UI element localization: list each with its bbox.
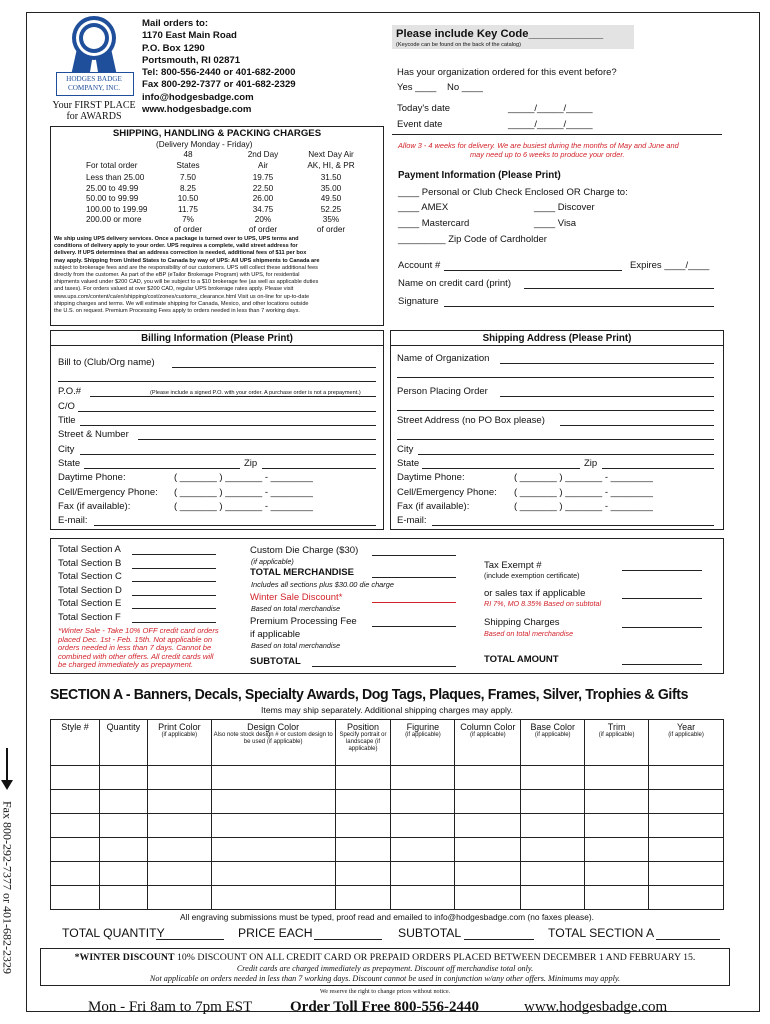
ship-fax-label: Fax (if available): bbox=[397, 501, 470, 512]
email-line: info@hodgesbadge.com bbox=[142, 91, 254, 103]
column-header bbox=[649, 720, 724, 766]
bill-to-field[interactable] bbox=[172, 367, 376, 368]
winter-discount-field[interactable] bbox=[372, 602, 456, 603]
of-order-2day: of order bbox=[248, 225, 278, 234]
col-2day-a: 2nd Day bbox=[247, 150, 279, 159]
event-no[interactable]: No ____ bbox=[447, 82, 483, 93]
city-label: City bbox=[58, 444, 75, 455]
cell-phone-label: Cell/Emergency Phone: bbox=[58, 487, 158, 498]
table-cell[interactable] bbox=[649, 766, 724, 790]
col-2day-b: Air bbox=[257, 161, 268, 170]
street-label: Street & Number bbox=[58, 429, 129, 440]
col-total: For total order bbox=[86, 161, 138, 170]
column-header bbox=[51, 720, 100, 766]
bill-to-label: Bill to (Club/Org name) bbox=[58, 357, 155, 368]
table-cell[interactable] bbox=[391, 886, 455, 910]
total-section-field[interactable] bbox=[132, 608, 216, 609]
table-cell[interactable] bbox=[521, 814, 585, 838]
shipping-rate-s48: 11.75 bbox=[178, 204, 198, 214]
company-logo bbox=[52, 14, 136, 122]
shipping-rate-s48: 7.50 bbox=[180, 173, 196, 182]
billing-title: Billing Information (Please Print) bbox=[141, 333, 293, 344]
shipping-rate-s2: 19.75 bbox=[252, 173, 274, 182]
section-subtotal-label: SUBTOTAL bbox=[398, 926, 462, 940]
tax-exempt-field[interactable] bbox=[622, 570, 702, 571]
table-cell[interactable] bbox=[455, 766, 521, 790]
table-cell[interactable] bbox=[335, 766, 391, 790]
table-cell[interactable] bbox=[391, 814, 455, 838]
zip-label: Zip bbox=[244, 458, 258, 469]
fax-field[interactable]: ( _______ ) _______ - ________ bbox=[174, 501, 313, 512]
column-header-label: Quantity bbox=[106, 722, 141, 732]
table-cell[interactable] bbox=[521, 790, 585, 814]
co-field[interactable] bbox=[78, 411, 376, 412]
event-date-label: Event date bbox=[397, 119, 443, 130]
logo-line-1: HODGES BADGE bbox=[66, 75, 122, 83]
column-header-label: Figurine bbox=[406, 722, 440, 732]
premium-if: if applicable bbox=[250, 629, 301, 640]
table-cell[interactable] bbox=[585, 790, 649, 814]
sales-tax-label: or sales tax if applicable bbox=[484, 588, 586, 599]
shipping-rate-sn: 49.50 bbox=[320, 194, 342, 203]
include-cert-note: (include exemption certificate) bbox=[484, 571, 580, 580]
tax-exempt-label: Tax Exempt # bbox=[484, 560, 542, 571]
email-label: E-mail: bbox=[58, 515, 88, 526]
subtotal-label: SUBTOTAL bbox=[250, 656, 301, 667]
price-each-field[interactable] bbox=[314, 939, 382, 940]
shipping-rate-range: 50.00 to 99.99 bbox=[86, 194, 139, 203]
column-header-sub: (if applicable) bbox=[469, 732, 506, 738]
account-label: Account # bbox=[398, 260, 441, 271]
column-header-label: Print Color bbox=[158, 722, 201, 732]
table-cell[interactable] bbox=[335, 838, 391, 862]
day-phone-label: Daytime Phone: bbox=[58, 472, 126, 483]
section-a-subtitle: Items may ship separately. Additional shipping charges may apply. bbox=[261, 705, 513, 715]
of-order-48: of order bbox=[173, 225, 203, 234]
table-cell[interactable] bbox=[335, 790, 391, 814]
column-header-label: Style # bbox=[61, 722, 89, 732]
table-cell[interactable] bbox=[391, 790, 455, 814]
state-field[interactable] bbox=[84, 468, 240, 469]
table-cell[interactable] bbox=[585, 838, 649, 862]
name-on-card-label: Name on credit card (print) bbox=[398, 278, 511, 289]
winter-banner-line-2: Credit cards are charged immediately as prepayment. Discount off merchandise total only. bbox=[236, 964, 534, 973]
ship-email-label: E-mail: bbox=[397, 515, 427, 526]
ship-street-field-2[interactable] bbox=[397, 439, 714, 440]
shipping-rate-sn: 52.25 bbox=[320, 204, 342, 214]
payment-discover[interactable]: ____ Discover bbox=[534, 202, 595, 213]
total-amount-label: TOTAL AMOUNT bbox=[484, 654, 559, 665]
shipping-term-line: the U.S. on request. Premium Processing Fees apply to orders needed in less than 7 working days. bbox=[54, 308, 300, 315]
table-cell[interactable] bbox=[211, 838, 335, 862]
total-section-label: Total Section C bbox=[58, 571, 122, 583]
winter-sale-note bbox=[58, 627, 219, 670]
table-cell[interactable] bbox=[649, 886, 724, 910]
table-cell[interactable] bbox=[211, 886, 335, 910]
event-question: Has your organization ordered for this event before? bbox=[397, 67, 617, 78]
ship-street-field[interactable] bbox=[560, 425, 714, 426]
shipping-term-line: and taxes). For orders valued at over $200 CAD, regular UPS brokerage rates apply. Please visit bbox=[54, 286, 294, 293]
footer-toll-free: Order Toll Free 800-556-2440 bbox=[290, 999, 480, 1015]
ship-cell-phone-label: Cell/Emergency Phone: bbox=[397, 487, 497, 498]
of-order-next: of order bbox=[316, 225, 346, 234]
column-header-label: Trim bbox=[607, 722, 626, 732]
signature-label: Signature bbox=[398, 296, 439, 307]
total-amount-field[interactable] bbox=[622, 664, 702, 665]
key-code-label: Please include Key Code____________ bbox=[396, 28, 604, 40]
column-header bbox=[335, 720, 391, 766]
payment-amex[interactable]: ____ AMEX bbox=[398, 202, 449, 213]
table-row bbox=[51, 790, 724, 814]
table-cell[interactable] bbox=[585, 862, 649, 886]
ship-cell-phone-field[interactable]: ( _______ ) _______ - ________ bbox=[514, 487, 653, 498]
tax-rates-note: RI 7%, MO 8.35% Based on subtotal bbox=[484, 599, 602, 608]
footer-web[interactable]: www.hodgesbadge.com bbox=[524, 999, 668, 1015]
table-cell[interactable] bbox=[521, 766, 585, 790]
table-cell[interactable] bbox=[211, 766, 335, 790]
column-header-sub: (if applicable) bbox=[668, 732, 704, 738]
based-merch-note-2: Based on total merchandise bbox=[251, 641, 341, 650]
shipping-term-line: subject to brokerage fees and are the responsibility of our customers. UPS will collect these additional fees bbox=[54, 264, 318, 271]
table-row bbox=[51, 766, 724, 790]
col-next-a: Next Day Air bbox=[308, 150, 354, 159]
ship-state-field[interactable] bbox=[422, 468, 580, 469]
total-section-field[interactable] bbox=[132, 554, 216, 555]
column-header bbox=[391, 720, 455, 766]
based-merch-note-1: Based on total merchandise bbox=[251, 604, 341, 613]
payment-zip[interactable]: _________ Zip Code of Cardholder bbox=[398, 234, 547, 245]
shipping-rate-s48: 8.25 bbox=[180, 183, 196, 193]
table-cell[interactable] bbox=[455, 790, 521, 814]
table-cell[interactable] bbox=[335, 886, 391, 910]
table-cell[interactable] bbox=[51, 862, 100, 886]
col-48-b: States bbox=[176, 161, 200, 170]
column-header-label: Position bbox=[346, 722, 379, 732]
table-row bbox=[51, 886, 724, 910]
cell-phone-field[interactable]: ( _______ ) _______ - ________ bbox=[174, 487, 313, 498]
total-section-a-label: TOTAL SECTION A bbox=[548, 926, 655, 940]
total-section-label: Total Section F bbox=[58, 612, 121, 623]
co-label: C/O bbox=[58, 401, 75, 412]
table-cell[interactable] bbox=[147, 862, 211, 886]
shipping-term-line: may apply. Shipping from United States to Canada by way of UPS: All UPS shipments to Canada are bbox=[54, 257, 320, 264]
table-cell[interactable] bbox=[99, 790, 147, 814]
day-phone-field[interactable]: ( _______ ) _______ - ________ bbox=[174, 472, 313, 483]
email-field[interactable] bbox=[94, 525, 376, 526]
footer-hours: Mon - Fri 8am to 7pm EST bbox=[88, 999, 253, 1015]
shipping-rate-range: Less than 25.00 bbox=[86, 173, 145, 182]
shipping-terms bbox=[54, 236, 382, 315]
logo-line-2: COMPANY, INC. bbox=[67, 84, 121, 92]
column-header-sub: Also note stock design # or custom design to be used (if applicable) bbox=[213, 732, 333, 745]
column-header-sub: Specify portrait or landscape (if applicable) bbox=[339, 732, 387, 752]
shipping-rate-s48: 10.50 bbox=[177, 194, 199, 203]
table-cell[interactable] bbox=[391, 766, 455, 790]
winter-discount-label: Winter Sale Discount* bbox=[250, 592, 343, 603]
section-a-table bbox=[50, 719, 724, 910]
total-section-field[interactable] bbox=[132, 581, 216, 582]
payment-check[interactable]: ____ Personal or Club Check Enclosed OR Charge to: bbox=[398, 187, 628, 198]
shipping-term-line: conditions of delivery apply to your order. UPS requires a complete, valid street address for bbox=[54, 243, 298, 250]
table-row bbox=[51, 838, 724, 862]
column-header-label: Base Color bbox=[530, 722, 575, 732]
table-cell[interactable] bbox=[147, 838, 211, 862]
column-header bbox=[521, 720, 585, 766]
busy-note-1: Allow 3 - 4 weeks for delivery. We are busiest during the months of May and June and bbox=[398, 141, 679, 150]
shipping-term-line: We ship using UPS delivery services. Once a package is turned over to UPS, UPS terms and bbox=[54, 236, 299, 242]
zip-field[interactable] bbox=[262, 468, 376, 469]
table-cell[interactable] bbox=[51, 790, 100, 814]
tagline-1: Your FIRST PLACE bbox=[52, 100, 136, 111]
column-header-label: Design Color bbox=[247, 722, 300, 732]
table-cell[interactable] bbox=[585, 814, 649, 838]
ship-zip-field[interactable] bbox=[602, 468, 714, 469]
shipping-rate-s2: 26.00 bbox=[252, 194, 274, 203]
column-header bbox=[147, 720, 211, 766]
column-header-label: Year bbox=[676, 722, 696, 732]
table-cell[interactable] bbox=[51, 838, 100, 862]
reserve-note: We reserve the right to change prices without notice. bbox=[319, 988, 451, 995]
table-cell[interactable] bbox=[455, 814, 521, 838]
based-merch-note-3: Based on total merchandise bbox=[484, 629, 574, 638]
shipping-rate-sn: 35.00 bbox=[320, 183, 342, 193]
shipping-rate-s2: 20% bbox=[254, 215, 272, 224]
shipping-term-line: delivery. If UPS determines that an address correction is needed, additional fees of $11 per box bbox=[54, 250, 307, 257]
shipping-rate-s2: 22.50 bbox=[252, 183, 274, 193]
shipping-rate-s48: 7% bbox=[182, 215, 194, 224]
table-cell[interactable] bbox=[335, 814, 391, 838]
table-cell[interactable] bbox=[649, 838, 724, 862]
org-field[interactable] bbox=[500, 363, 714, 364]
event-date-field[interactable]: _____/_____/_____ bbox=[508, 119, 593, 130]
table-row bbox=[51, 814, 724, 838]
section-a-title: SECTION A - Banners, Decals, Specialty Awards, Dog Tags, Plaques, Frames, Silver, Trophies & Gifts bbox=[50, 686, 689, 703]
account-field[interactable] bbox=[444, 270, 622, 271]
today-date-label: Today's date bbox=[397, 103, 451, 114]
total-section-field[interactable] bbox=[132, 568, 216, 569]
engraving-note: All engraving submissions must be typed, proof read and emailed to info@hodgesbadge.com (no faxes please). bbox=[180, 912, 594, 922]
table-cell[interactable] bbox=[147, 886, 211, 910]
table-cell[interactable] bbox=[521, 838, 585, 862]
col-48-a: 48 bbox=[183, 150, 193, 159]
mail-address-block bbox=[142, 18, 296, 116]
name-on-card-field[interactable] bbox=[524, 288, 714, 289]
address-line-3: Portsmouth, RI 02871 bbox=[142, 54, 241, 66]
column-header-label: Column Color bbox=[460, 722, 516, 732]
shipping-rate-range: 200.00 or more bbox=[86, 215, 142, 224]
total-section-field[interactable] bbox=[132, 595, 216, 596]
section-subtotal-field[interactable] bbox=[464, 939, 534, 940]
shipping-rate-sn: 35% bbox=[322, 215, 340, 224]
shipping-term-line: shipping charges and terms. We will estimate shipping for Canada, Mexico, and other locations outside bbox=[54, 300, 309, 307]
web-line: www.hodgesbadge.com bbox=[142, 104, 252, 116]
total-quantity-field[interactable] bbox=[156, 939, 224, 940]
mail-heading: Mail orders to: bbox=[142, 18, 209, 29]
column-header-sub: (if applicable) bbox=[161, 732, 198, 738]
shipping-rate-range: 100.00 to 199.99 bbox=[86, 204, 148, 214]
state-label: State bbox=[58, 458, 81, 469]
column-header bbox=[585, 720, 649, 766]
shipping-term-line: directly from the customer. As part of the eBP (eTailor Brokerage Program) with UPS, for residential bbox=[54, 272, 300, 279]
title-label: Title bbox=[58, 415, 76, 426]
phone-line: Tel: 800-556-2440 or 401-682-2000 bbox=[142, 67, 296, 79]
shipping-address-title: Shipping Address (Please Print) bbox=[482, 333, 632, 344]
table-cell[interactable] bbox=[99, 766, 147, 790]
address-line-1: 1170 East Main Road bbox=[142, 30, 237, 42]
table-cell[interactable] bbox=[147, 790, 211, 814]
shipping-term-line: shipments valued under $200 CAD, you will be subject to a $10 brokerage fee (as well as applicable duties bbox=[54, 279, 319, 286]
custom-die-note: (if applicable) bbox=[251, 557, 294, 566]
winter-note-line: orders needed in less than 7 days. Cannot be bbox=[58, 643, 212, 653]
shipping-charges-label: Shipping Charges bbox=[484, 617, 560, 628]
po-note: (Please include a signed P.O. with your order. A purchase order is not a prepayment.) bbox=[150, 390, 361, 396]
table-cell[interactable] bbox=[335, 862, 391, 886]
table-cell[interactable] bbox=[521, 862, 585, 886]
payment-divider bbox=[392, 134, 722, 135]
table-cell[interactable] bbox=[455, 886, 521, 910]
price-each-label: PRICE EACH bbox=[238, 926, 313, 940]
total-section-label: Total Section E bbox=[58, 598, 122, 610]
total-section-label: Total Section A bbox=[58, 544, 121, 555]
shipping-title: SHIPPING, HANDLING & PACKING CHARGES bbox=[112, 128, 322, 139]
signature-field[interactable] bbox=[444, 306, 714, 307]
column-header bbox=[99, 720, 147, 766]
key-code-note: (Keycode can be found on the back of the catalog) bbox=[396, 42, 522, 48]
winter-note-line: be charged immediately as prepayment. bbox=[58, 660, 194, 670]
total-merch-label: TOTAL MERCHANDISE bbox=[250, 567, 354, 578]
street-field[interactable] bbox=[138, 439, 376, 440]
delivery-note: (Delivery Monday - Friday) bbox=[156, 140, 253, 149]
column-header-sub: (if applicable) bbox=[598, 732, 635, 738]
fax-line: Fax 800-292-7377 or 401-682-2329 bbox=[142, 79, 296, 91]
title-field[interactable] bbox=[80, 425, 376, 426]
table-cell[interactable] bbox=[99, 838, 147, 862]
winter-banner-line-3: Not applicable on orders needed in less than 7 working days. Discount cannot be used in conjunction w/any other offers. Minimums may apply. bbox=[149, 974, 621, 983]
expires-field[interactable]: Expires ____/____ bbox=[630, 260, 710, 271]
winter-banner-text: 10% DISCOUNT ON ALL CREDIT CARD OR PREPAID ORDERS PLACED BETWEEN DECEMBER 1 AND FEBRUARY 15. bbox=[174, 952, 696, 963]
table-cell[interactable] bbox=[99, 862, 147, 886]
custom-die-field[interactable] bbox=[372, 555, 456, 556]
table-cell[interactable] bbox=[211, 790, 335, 814]
table-cell[interactable] bbox=[455, 838, 521, 862]
winter-banner-bold: *WINTER DISCOUNT bbox=[74, 952, 175, 963]
premium-field[interactable] bbox=[372, 626, 456, 627]
custom-die-label: Custom Die Charge ($30) bbox=[250, 545, 359, 556]
table-cell[interactable] bbox=[585, 886, 649, 910]
today-date-field[interactable]: _____/_____/_____ bbox=[508, 103, 593, 114]
table-cell[interactable] bbox=[99, 814, 147, 838]
premium-label: Premium Processing Fee bbox=[250, 616, 357, 627]
tagline-2: for AWARDS bbox=[66, 111, 122, 122]
shipping-rate-s2: 34.75 bbox=[252, 204, 274, 214]
shipping-rate-sn: 31.50 bbox=[320, 173, 342, 182]
ship-email-field[interactable] bbox=[432, 525, 714, 526]
column-header-sub: (if applicable) bbox=[534, 732, 571, 738]
city-field[interactable] bbox=[80, 454, 376, 455]
table-cell[interactable] bbox=[147, 766, 211, 790]
payment-visa[interactable]: ____ Visa bbox=[534, 218, 577, 229]
total-section-label: Total Section D bbox=[58, 584, 122, 596]
column-header bbox=[455, 720, 521, 766]
shipping-rate-range: 25.00 to 49.99 bbox=[86, 183, 139, 193]
table-row bbox=[51, 862, 724, 886]
total-quantity-label: TOTAL QUANTITY bbox=[62, 926, 165, 940]
ship-city-label: City bbox=[397, 444, 414, 455]
total-merch-field[interactable] bbox=[372, 577, 456, 578]
bill-to-field-2[interactable] bbox=[58, 381, 376, 382]
column-header bbox=[211, 720, 335, 766]
org-label: Name of Organization bbox=[397, 353, 490, 364]
winter-note-line: combined with other offers. All credit cards will bbox=[58, 651, 214, 661]
table-cell[interactable] bbox=[211, 862, 335, 886]
payment-title: Payment Information (Please Print) bbox=[398, 170, 561, 181]
table-cell[interactable] bbox=[649, 814, 724, 838]
table-cell[interactable] bbox=[455, 862, 521, 886]
total-section-label: Total Section B bbox=[58, 557, 122, 569]
subtotal-field[interactable] bbox=[312, 666, 456, 667]
person-field-2[interactable] bbox=[397, 410, 714, 411]
sales-tax-field[interactable] bbox=[622, 598, 702, 599]
table-cell[interactable] bbox=[585, 766, 649, 790]
payment-mastercard[interactable]: ____ Mastercard bbox=[398, 218, 470, 229]
event-yes[interactable]: Yes ____ bbox=[397, 82, 437, 93]
table-cell[interactable] bbox=[51, 814, 100, 838]
ship-zip-label: Zip bbox=[584, 458, 598, 469]
org-field-2[interactable] bbox=[397, 377, 714, 378]
po-label: P.O.# bbox=[58, 386, 82, 397]
shipping-term-line: www.ups.com/content/ca/en/shipping/cost/zones/customs_clearance.html Visit us on-line for up-to-date bbox=[54, 293, 310, 300]
shipping-charges-field[interactable] bbox=[622, 627, 702, 628]
table-cell[interactable] bbox=[147, 814, 211, 838]
side-fax-text: Fax 800-292-7377 or 401-682-2329 bbox=[0, 801, 15, 974]
winter-banner-line-1 bbox=[40, 952, 730, 963]
table-cell[interactable] bbox=[391, 838, 455, 862]
winter-note-line: *Winter Sale - Take 10% OFF credit card orders bbox=[58, 626, 219, 635]
address-line-2: P.O. Box 1290 bbox=[142, 42, 205, 54]
includes-note: Includes all sections plus $30.00 die charge bbox=[251, 580, 394, 589]
fax-label: Fax (if available): bbox=[58, 501, 131, 512]
busy-note-2: may need up to 6 weeks to produce your order. bbox=[470, 150, 625, 159]
ship-city-field[interactable] bbox=[418, 454, 714, 455]
ship-street-label: Street Address (no PO Box please) bbox=[397, 415, 545, 426]
table-cell[interactable] bbox=[51, 886, 100, 910]
table-cell[interactable] bbox=[521, 886, 585, 910]
winter-note-line: placed Dec. 1st - Feb. 15th. Not applicable on bbox=[58, 634, 213, 644]
column-header-sub: (if applicable) bbox=[405, 732, 441, 738]
table-cell[interactable] bbox=[211, 814, 335, 838]
ship-fax-field[interactable]: ( _______ ) _______ - ________ bbox=[514, 501, 653, 512]
table-cell[interactable] bbox=[51, 766, 100, 790]
total-section-a-field[interactable] bbox=[656, 939, 720, 940]
table-cell[interactable] bbox=[391, 862, 455, 886]
person-field[interactable] bbox=[500, 396, 714, 397]
ship-day-phone-label: Daytime Phone: bbox=[397, 472, 465, 483]
total-section-field[interactable] bbox=[132, 622, 216, 623]
person-label: Person Placing Order bbox=[397, 386, 488, 397]
table-cell[interactable] bbox=[649, 790, 724, 814]
table-cell[interactable] bbox=[649, 862, 724, 886]
ship-state-label: State bbox=[397, 458, 420, 469]
table-cell[interactable] bbox=[99, 886, 147, 910]
col-next-b: AK, HI, & PR bbox=[307, 161, 355, 170]
ship-day-phone-field[interactable]: ( _______ ) _______ - ________ bbox=[514, 472, 653, 483]
